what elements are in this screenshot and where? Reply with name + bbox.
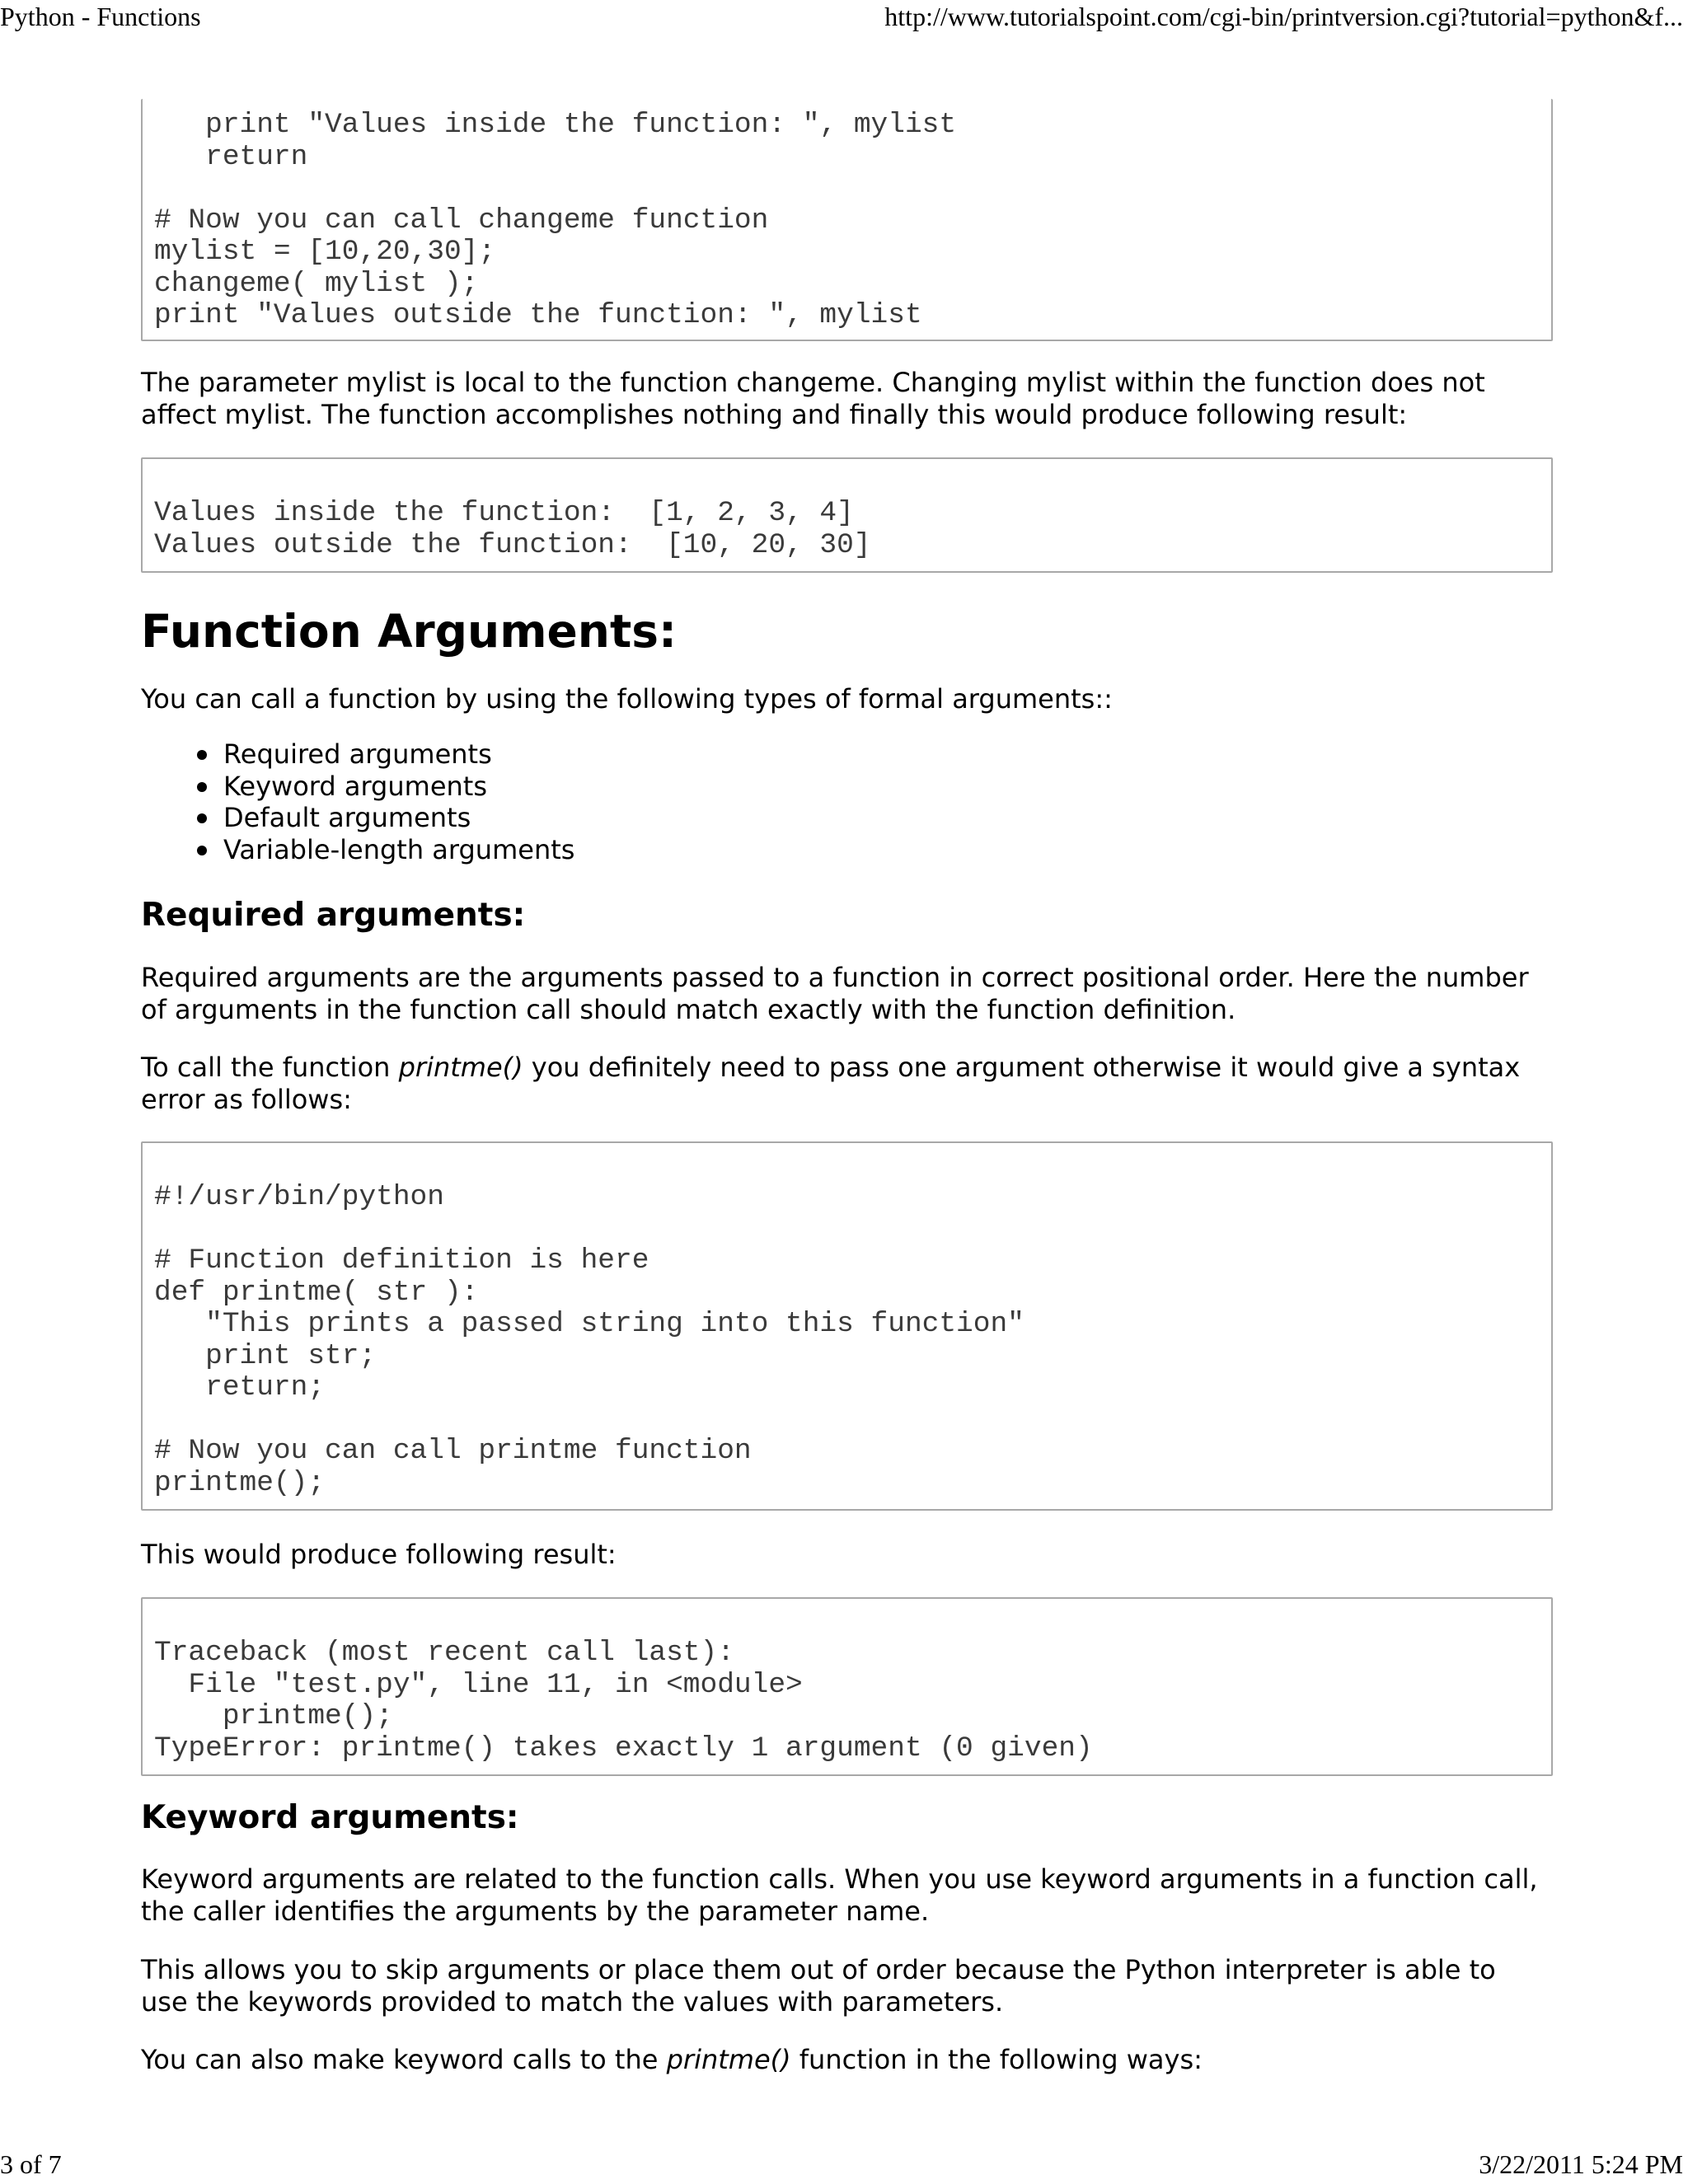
paragraph-keyword-definition xyxy=(141,1863,1554,1927)
paragraph-line: affect mylist. The function accomplishes nothing and finally this would produce following result: xyxy=(141,398,1408,430)
paragraph-line: of arguments in the function call should match exactly with the function definition. xyxy=(141,993,1236,1025)
printme-inline-code: printme() xyxy=(666,2044,791,2075)
paragraph-line: This allows you to skip arguments or place them out of order because the Python interpreter is able to xyxy=(141,1954,1496,1985)
heading-function-arguments: Function Arguments: xyxy=(141,605,677,658)
paragraph-required-definition xyxy=(141,962,1554,1025)
print-datetime: 3/22/2011 5:24 PM xyxy=(1479,2149,1683,2179)
result-text: Traceback (most recent call last): File "test.py", line 11, in <module> printme(); TypeError: printme() takes exactly 1 argument (0 given) xyxy=(154,1637,1093,1765)
paragraph-text: To call the function xyxy=(141,1052,399,1083)
result-block-traceback xyxy=(141,1597,1553,1776)
code-block-printme xyxy=(141,1141,1553,1511)
paragraph-keyword-calls xyxy=(141,2044,1554,2076)
paragraph-result-intro: This would produce following result: xyxy=(141,1539,617,1570)
result-block-changeme xyxy=(141,457,1553,573)
paragraph-text: function in the following ways: xyxy=(790,2044,1203,2075)
list-item: Keyword arguments xyxy=(141,771,574,803)
paragraph-text: You can also make keyword calls to the xyxy=(141,2044,667,2075)
code-text: #!/usr/bin/python # Function definition is here def printme( str ): "This prints a passed string into this function" print str; return; # Now you can call printme function printme(); xyxy=(154,1181,1025,1499)
paragraph-line: use the keywords provided to match the values with parameters. xyxy=(141,1985,1004,2018)
paragraph-line: Keyword arguments are related to the function calls. When you use keyword arguments in a function call, xyxy=(141,1863,1538,1895)
paragraph-argument-types-intro: You can call a function by using the following types of formal arguments:: xyxy=(141,683,1113,715)
paragraph-printme-call xyxy=(141,1052,1554,1115)
page-header-title: Python - Functions xyxy=(0,2,201,31)
code-text: print "Values inside the function: ", mylist return # Now you can call changeme function mylist = [10,20,30]; changeme( mylist ); print "Values outside the function: ", mylist xyxy=(154,109,957,331)
page-number: 3 of 7 xyxy=(0,2149,62,2179)
printme-inline-code: printme() xyxy=(398,1052,523,1083)
heading-keyword-arguments: Keyword arguments: xyxy=(141,1799,519,1836)
list-item: Required arguments xyxy=(141,738,574,771)
paragraph-mylist-local xyxy=(141,367,1554,430)
paragraph-text: you definitely need to pass one argument otherwise it would give a syntax xyxy=(523,1052,1521,1083)
paragraph-line: Required arguments are the arguments passed to a function in correct positional order. Here the number xyxy=(141,962,1529,993)
code-block-changeme xyxy=(141,99,1553,341)
page-header-url[interactable]: http://www.tutorialspoint.com/cgi-bin/printversion.cgi?tutorial=python&f... xyxy=(884,2,1683,31)
result-text: Values inside the function: [1, 2, 3, 4] Values outside the function: [10, 20, 30] xyxy=(154,497,871,561)
argument-types-list xyxy=(141,738,574,865)
paragraph-line: error as follows: xyxy=(141,1083,352,1115)
paragraph-line: The parameter mylist is local to the function changeme. Changing mylist within the function does not xyxy=(141,367,1485,398)
heading-required-arguments: Required arguments: xyxy=(141,897,526,934)
list-item: Variable-length arguments xyxy=(141,834,574,866)
paragraph-keyword-order xyxy=(141,1954,1554,2018)
list-item: Default arguments xyxy=(141,802,574,834)
paragraph-line: the caller identifies the arguments by the parameter name. xyxy=(141,1895,930,1927)
